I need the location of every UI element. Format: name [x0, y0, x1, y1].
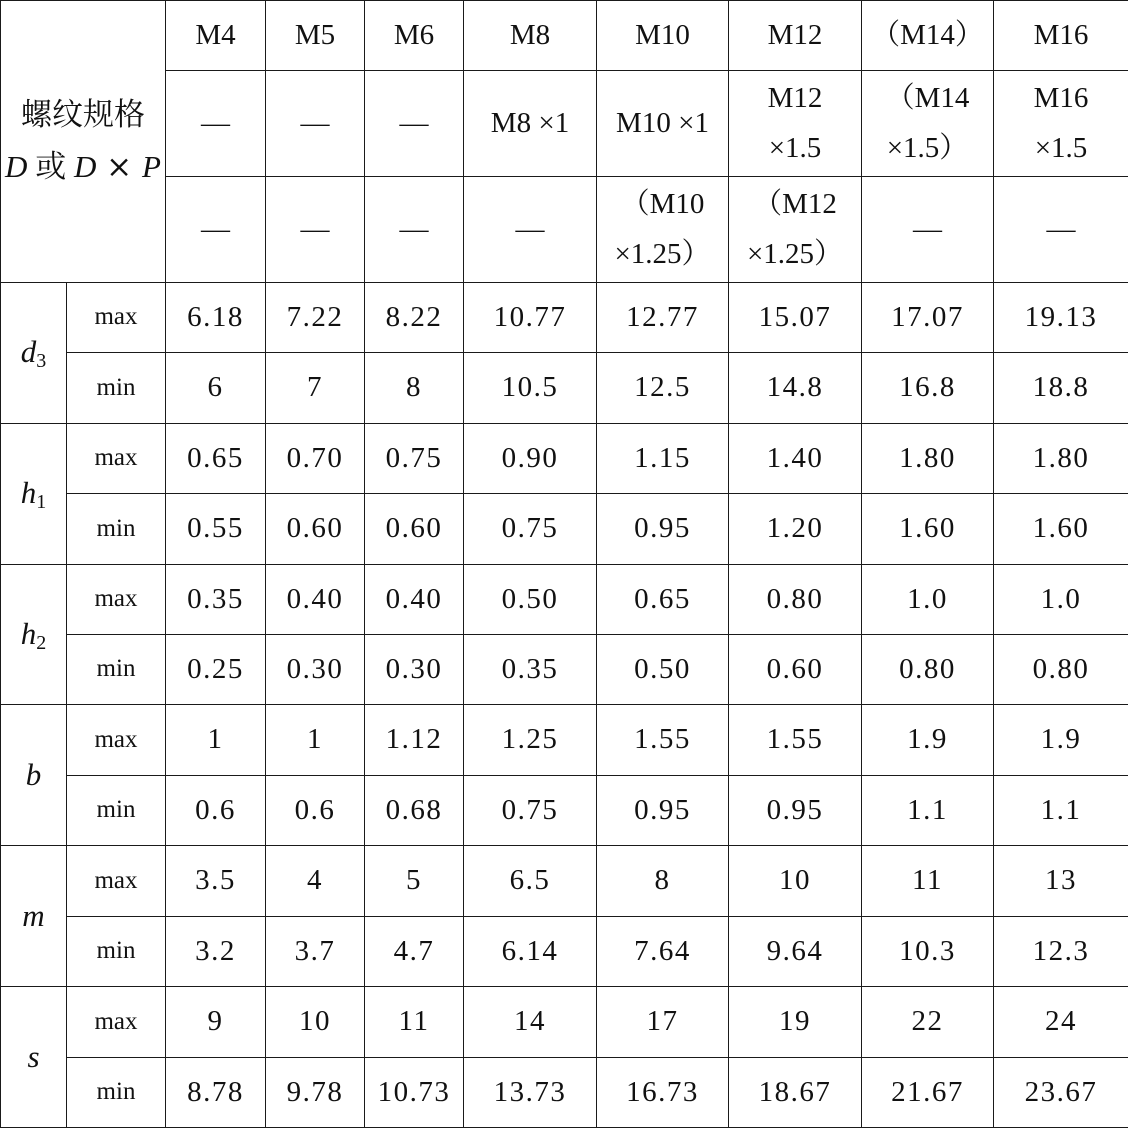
thread-size-cell: M5 — [266, 1, 365, 71]
value-cell: 19 — [729, 987, 862, 1057]
value-cell: 0.80 — [994, 634, 1128, 704]
value-cell: 3.5 — [166, 846, 266, 916]
thread-size-cell: M6 — [365, 1, 464, 71]
value-cell: 7.22 — [266, 282, 365, 352]
symbol-subscript: 2 — [36, 632, 47, 655]
value-cell: 6.14 — [464, 916, 597, 986]
value-cell: 0.40 — [365, 564, 464, 634]
fine-thread-line: — — [399, 107, 429, 140]
value-cell: 0.95 — [597, 494, 729, 564]
value-cell: 1.60 — [862, 494, 994, 564]
fine-thread-cell — [597, 177, 729, 283]
value-cell: 9.64 — [729, 916, 862, 986]
value-cell: 0.65 — [166, 423, 266, 493]
value-cell: 0.50 — [597, 634, 729, 704]
fine-thread-cell — [729, 177, 862, 283]
symbol-letter: b — [25, 756, 42, 792]
value-cell: 0.30 — [266, 634, 365, 704]
thread-size-cell: M4 — [166, 1, 266, 71]
thread-spec-label-line1: 螺纹规格 — [21, 96, 145, 132]
value-cell: 1.40 — [729, 423, 862, 493]
fine-thread-cell — [365, 71, 464, 177]
value-cell: 10.3 — [862, 916, 994, 986]
value-cell: 6.5 — [464, 846, 597, 916]
value-cell: 1.0 — [994, 564, 1128, 634]
symbol-subscript: 3 — [36, 350, 47, 373]
fine-thread-line: — — [300, 212, 330, 245]
value-cell: 0.6 — [166, 775, 266, 845]
value-cell: 1.9 — [862, 705, 994, 775]
fine-thread-cell — [729, 71, 862, 177]
limit-label: min — [67, 634, 166, 704]
table-row — [1, 494, 1128, 564]
fine-thread-cell — [862, 71, 994, 177]
value-cell: 17 — [597, 987, 729, 1057]
symbol-letter: m — [22, 897, 45, 933]
value-cell: 23.67 — [994, 1057, 1128, 1128]
fine-thread-line: ×1.25） — [614, 237, 711, 270]
value-cell: 0.55 — [166, 494, 266, 564]
dimension-symbol — [1, 423, 67, 564]
value-cell: 1.80 — [862, 423, 994, 493]
value-cell: 14.8 — [729, 353, 862, 423]
fine-thread-line: — — [201, 212, 230, 245]
value-cell: 9 — [166, 987, 266, 1057]
value-cell: 1 — [266, 705, 365, 775]
fine-thread-line: — — [399, 212, 429, 245]
value-cell: 0.40 — [266, 564, 365, 634]
value-cell: 10 — [729, 846, 862, 916]
value-cell: 0.60 — [729, 634, 862, 704]
fine-thread-cell — [166, 177, 266, 283]
limit-label: min — [67, 494, 166, 564]
value-cell: 1.0 — [862, 564, 994, 634]
value-cell: 1.55 — [729, 705, 862, 775]
dimension-symbol — [1, 564, 67, 705]
fine-thread-line: M10 ×1 — [616, 107, 709, 140]
thread-size-cell: M12 — [729, 1, 862, 71]
value-cell: 1.1 — [994, 775, 1128, 845]
symbol-letter: h — [20, 475, 37, 511]
fine-thread-cell — [994, 177, 1128, 283]
value-cell: 3.2 — [166, 916, 266, 986]
dimension-symbol — [1, 705, 67, 846]
value-cell: 12.5 — [597, 353, 729, 423]
fine-thread-line: — — [1046, 212, 1076, 245]
symbol-letter: d — [20, 334, 37, 370]
fine-thread-line: M8 ×1 — [490, 107, 570, 140]
thread-spec-header — [1, 1, 166, 283]
value-cell: 5 — [365, 846, 464, 916]
value-cell: 13 — [994, 846, 1128, 916]
value-cell: 22 — [862, 987, 994, 1057]
value-cell: 7.64 — [597, 916, 729, 986]
table-row — [1, 634, 1128, 704]
value-cell: 17.07 — [862, 282, 994, 352]
fine-thread-line: ×1.5） — [886, 131, 969, 164]
value-cell: 8.22 — [365, 282, 464, 352]
symbol-letter: s — [27, 1038, 40, 1074]
value-cell: 10.73 — [365, 1057, 464, 1128]
fine-thread-cell — [464, 71, 597, 177]
dimension-symbol — [1, 282, 67, 423]
value-cell: 0.60 — [266, 494, 365, 564]
limit-label: min — [67, 1057, 166, 1128]
limit-label: min — [67, 916, 166, 986]
fine-thread-line: ×1.5 — [768, 131, 822, 164]
header-row-coarse — [1, 1, 1128, 71]
table-row — [1, 705, 1128, 775]
value-cell: 1.1 — [862, 775, 994, 845]
value-cell: 16.73 — [597, 1057, 729, 1128]
table-row — [1, 916, 1128, 986]
value-cell: 0.75 — [464, 494, 597, 564]
value-cell: 0.25 — [166, 634, 266, 704]
fine-thread-cell — [166, 71, 266, 177]
value-cell: 8 — [365, 353, 464, 423]
fine-thread-line: — — [300, 107, 330, 140]
table-row — [1, 353, 1128, 423]
value-cell: 4 — [266, 846, 365, 916]
value-cell: 1.15 — [597, 423, 729, 493]
value-cell: 1.60 — [994, 494, 1128, 564]
value-cell: 10 — [266, 987, 365, 1057]
fine-thread-line: ×1.25） — [746, 237, 844, 270]
value-cell: 1.80 — [994, 423, 1128, 493]
header-row-fine-1 — [1, 71, 1128, 177]
value-cell: 7 — [266, 353, 365, 423]
fine-thread-line: M16 — [1033, 82, 1089, 115]
fine-thread-line: （M10 — [620, 188, 705, 221]
value-cell: 0.70 — [266, 423, 365, 493]
table-row — [1, 564, 1128, 634]
fine-thread-line: （M14 — [885, 82, 970, 115]
value-cell: 16.8 — [862, 353, 994, 423]
value-cell: 0.80 — [862, 634, 994, 704]
value-cell: 0.75 — [464, 775, 597, 845]
value-cell: 21.67 — [862, 1057, 994, 1128]
value-cell: 6 — [166, 353, 266, 423]
fine-thread-cell — [994, 71, 1128, 177]
value-cell: 11 — [365, 987, 464, 1057]
value-cell: 0.65 — [597, 564, 729, 634]
fine-thread-line: ×1.5 — [1034, 131, 1088, 164]
value-cell: 0.60 — [365, 494, 464, 564]
value-cell: 12.3 — [994, 916, 1128, 986]
fine-thread-line: — — [515, 212, 545, 245]
fine-thread-line: — — [913, 212, 942, 245]
value-cell: 12.77 — [597, 282, 729, 352]
limit-label: max — [67, 564, 166, 634]
value-cell: 0.95 — [729, 775, 862, 845]
fine-thread-cell — [266, 177, 365, 283]
limit-label: max — [67, 282, 166, 352]
limit-label: max — [67, 705, 166, 775]
thread-spec-label-line2: D 或 D × P — [5, 149, 161, 186]
value-cell: 1.20 — [729, 494, 862, 564]
thread-size-cell: M16 — [994, 1, 1128, 71]
fine-thread-cell — [266, 71, 365, 177]
value-cell: 3.7 — [266, 916, 365, 986]
value-cell: 0.80 — [729, 564, 862, 634]
limit-label: min — [67, 353, 166, 423]
table-row — [1, 423, 1128, 493]
value-cell: 18.67 — [729, 1057, 862, 1128]
fine-thread-cell — [597, 71, 729, 177]
value-cell: 9.78 — [266, 1057, 365, 1128]
fine-thread-line: — — [201, 107, 230, 140]
header-row-fine-2 — [1, 177, 1128, 283]
fine-thread-cell — [365, 177, 464, 283]
value-cell: 1.55 — [597, 705, 729, 775]
value-cell: 1 — [166, 705, 266, 775]
value-cell: 10.77 — [464, 282, 597, 352]
thread-size-cell: M10 — [597, 1, 729, 71]
limit-label: max — [67, 987, 166, 1057]
symbol-letter: h — [20, 616, 37, 652]
value-cell: 14 — [464, 987, 597, 1057]
value-cell: 6.18 — [166, 282, 266, 352]
value-cell: 8 — [597, 846, 729, 916]
value-cell: 1.9 — [994, 705, 1128, 775]
value-cell: 1.12 — [365, 705, 464, 775]
table-row — [1, 846, 1128, 916]
value-cell: 19.13 — [994, 282, 1128, 352]
value-cell: 24 — [994, 987, 1128, 1057]
value-cell: 0.50 — [464, 564, 597, 634]
thread-size-cell: （M14） — [862, 1, 994, 71]
value-cell: 0.68 — [365, 775, 464, 845]
limit-label: max — [67, 423, 166, 493]
table-row — [1, 775, 1128, 845]
table-row — [1, 282, 1128, 352]
value-cell: 0.75 — [365, 423, 464, 493]
fine-thread-cell — [862, 177, 994, 283]
value-cell: 0.95 — [597, 775, 729, 845]
value-cell: 1.25 — [464, 705, 597, 775]
value-cell: 0.90 — [464, 423, 597, 493]
thread-spec-label — [1, 89, 165, 194]
value-cell: 8.78 — [166, 1057, 266, 1128]
table-row — [1, 1057, 1128, 1128]
fine-thread-line: （M12 — [753, 188, 837, 221]
dimension-symbol — [1, 987, 67, 1128]
value-cell: 0.30 — [365, 634, 464, 704]
symbol-subscript: 1 — [36, 491, 47, 514]
value-cell: 0.6 — [266, 775, 365, 845]
table-row — [1, 987, 1128, 1057]
value-cell: 11 — [862, 846, 994, 916]
value-cell: 15.07 — [729, 282, 862, 352]
value-cell: 18.8 — [994, 353, 1128, 423]
fine-thread-line: M12 — [767, 82, 823, 115]
limit-label: max — [67, 846, 166, 916]
fine-thread-cell — [464, 177, 597, 283]
value-cell: 13.73 — [464, 1057, 597, 1128]
value-cell: 4.7 — [365, 916, 464, 986]
dimension-symbol — [1, 846, 67, 987]
limit-label: min — [67, 775, 166, 845]
value-cell: 0.35 — [464, 634, 597, 704]
value-cell: 10.5 — [464, 353, 597, 423]
thread-size-cell: M8 — [464, 1, 597, 71]
value-cell: 0.35 — [166, 564, 266, 634]
